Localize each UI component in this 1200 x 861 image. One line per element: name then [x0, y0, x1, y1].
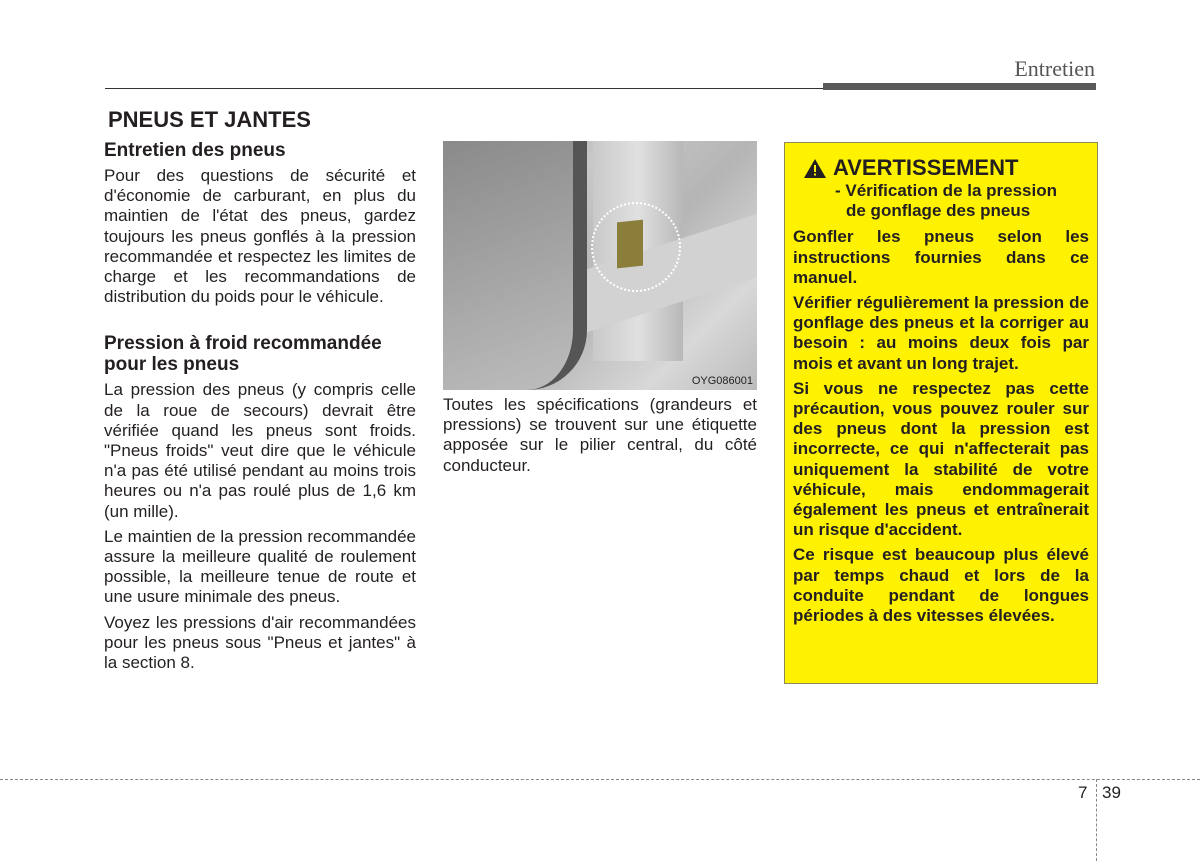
- chapter-title: Entretien: [1014, 56, 1095, 81]
- paragraph: La pression des pneus (y compris celle de la roue de secours) devrait être vérifiée quand les pneus sont froids. "Pneus froids" veut dire que le véhicule n'a pas été utilisé pendant au moins trois heures ou n'a pas roulé plus de 1,6 km (un mille).: [104, 380, 416, 521]
- highlight-circle: [591, 202, 681, 292]
- warning-paragraph: Si vous ne respectez pas cette précaution, vous pouvez rouler sur des pneus dont la pression est incorrecte, ce qui n'affecterait pas uniquement la stabilité de votre véhicule, mais endommagerait également les pneus et entraînerait un risque d'accident.: [793, 378, 1089, 540]
- section-title: PNEUS ET JANTES: [108, 107, 311, 132]
- warning-title: [803, 155, 1089, 181]
- warning-paragraph: Vérifier régulièrement la pression de gonflage des pneus et la corriger au besoin : au moins deux fois par mois et avant un long trajet.: [793, 293, 1089, 373]
- caption-text: Toutes les spécifications (grandeurs et pressions) se trouvent sur une étiquette apposée sur le pilier central, du côté conducteur.: [443, 395, 757, 475]
- page-number: 39: [1102, 783, 1121, 802]
- warning-box: [784, 142, 1098, 684]
- figure-code: OYG086001: [691, 375, 753, 387]
- paragraph: Le maintien de la pression recommandée assure la meilleure qualité de roulement possible, la meilleure tenue de route et une usure minimale des pneus.: [104, 526, 416, 607]
- footer-rule: [0, 779, 1200, 780]
- warning-triangle-icon: [803, 158, 827, 179]
- warning-title-text: AVERTISSEMENT: [833, 155, 1019, 180]
- paragraph: Voyez les pressions d'air recommandées pour les pneus sous "Pneus et jantes" à la section 8.: [104, 612, 416, 673]
- header-rule: [105, 88, 825, 89]
- paragraph: Pour des questions de sécurité et d'économie de carburant, en plus du maintien de l'état des pneus, gardez toujours les pneus gonflés à la pression recommandée et respectez les limites de charge et les recommandations de distribution du poids pour le véhicule.: [104, 166, 416, 307]
- seat-frame: [443, 141, 587, 390]
- heading-tire-maintenance: Entretien des pneus: [104, 140, 286, 161]
- warning-paragraph: Ce risque est beaucoup plus élevé par temps chaud et lors de la conduite pendant de longues périodes à des vitesses élevées.: [793, 545, 1089, 626]
- footer-divider: [1096, 779, 1097, 861]
- heading-cold-pressure: Pression à froid recommandée pour les pneus: [104, 333, 382, 376]
- warning-subtitle: de gonflage des pneus: [846, 201, 1031, 221]
- warning-paragraph: Gonfler les pneus selon les instructions fournies dans ce manuel.: [793, 227, 1089, 287]
- header-bar: [823, 83, 1096, 90]
- warning-subtitle: - Vérification de la pression: [835, 181, 1058, 200]
- chapter-number: 7: [1078, 783, 1088, 802]
- tire-label-illustration: [443, 141, 757, 390]
- figure-caption: [443, 395, 757, 481]
- left-column: [104, 140, 416, 678]
